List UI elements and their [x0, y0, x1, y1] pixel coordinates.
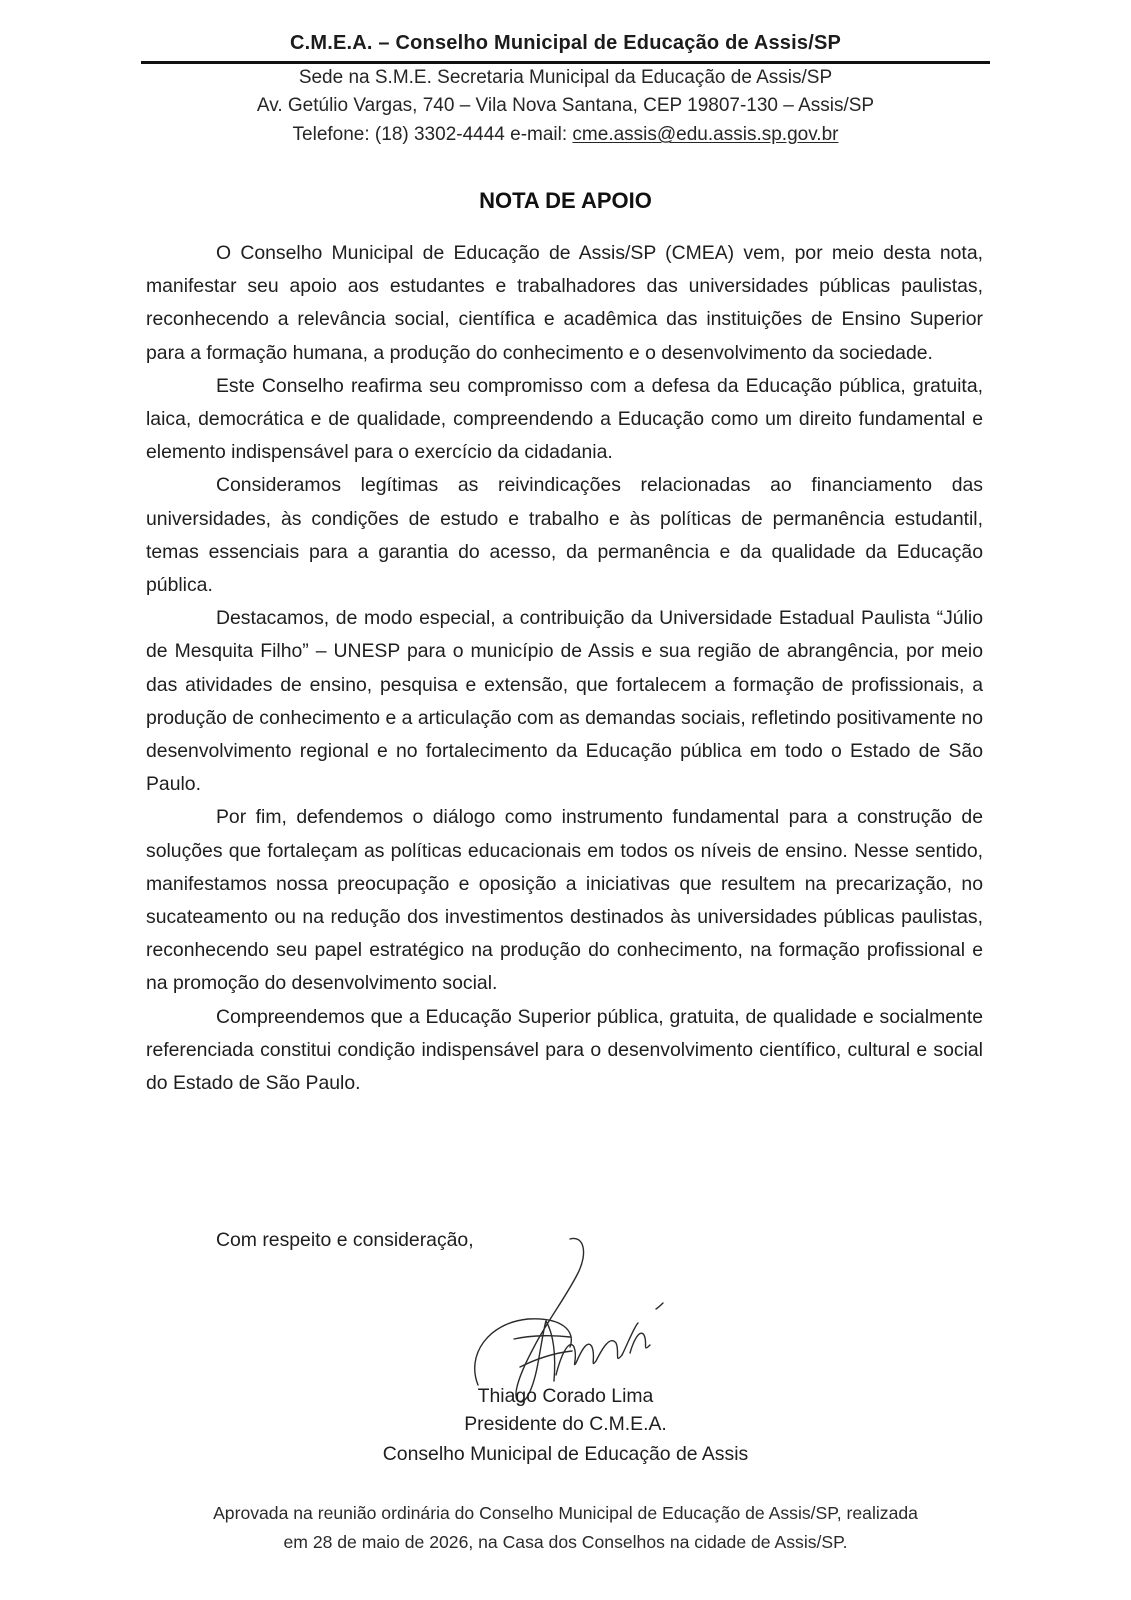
- document-body: [146, 237, 983, 1100]
- signatory-role: Presidente do C.M.E.A.: [464, 1413, 667, 1435]
- paragraph-6: Compreendemos que a Educação Superior pública, gratuita, de qualidade e socialmente referenciada constitui condição indispensável para o desenvolvimento científico, cultural e social do Estado de São Paulo.: [146, 1005, 983, 1095]
- organization-title: C.M.E.A. – Conselho Municipal de Educação de Assis/SP: [289, 32, 842, 54]
- closing-salutation: Com respeito e consideração,: [216, 1229, 474, 1251]
- approval-note-line-1: Aprovada na reunião ordinária do Conselho Municipal de Educação de Assis/SP, realizada: [213, 1503, 918, 1523]
- approval-note-line-2: em 28 de maio de 2026, na Casa dos Conselhos na cidade de Assis/SP.: [283, 1532, 848, 1552]
- document-title: NOTA DE APOIO: [479, 188, 652, 213]
- signatory-organization: Conselho Municipal de Educação de Assis: [382, 1443, 749, 1465]
- paragraph-5: Por fim, defendemos o diálogo como instrumento fundamental para a construção de soluções que fortaleçam as políticas educacionais em todos os níveis de ensino. Nesse sentido, manifestamos nossa preocupação e oposição a iniciativas que resultem na precarização, no sucateamento ou na redução dos investimentos destinados às universidades públicas paulistas, reconhecendo seu papel estratégico na produção do conhecimento, na formação profissional e na promoção do desenvolvimento social.: [146, 806, 983, 995]
- email-link[interactable]: cme.assis@edu.assis.sp.gov.br: [572, 124, 839, 145]
- paragraph-4: Destacamos, de modo especial, a contribuição da Universidade Estadual Paulista “Júlio de Mesquita Filho” – UNESP para o município de Assis e sua região de abrangência, por meio das atividades de ensino, pesquisa e extensão, que fortalecem a formação de profissionais, a produção de conhecimento e a articulação com as demandas sociais, refletindo positivamente no desenvolvimento regional e no fortalecimento da Educação pública em todo o Estado de São Paulo.: [146, 607, 983, 796]
- paragraph-1: O Conselho Municipal de Educação de Assis/SP (CMEA) vem, por meio desta nota, manifestar seu apoio aos estudantes e trabalhadores das universidades públicas paulistas, reconhecendo a relevância social, científica e acadêmica das instituições de Ensino Superior para a formação humana, a produção do conhecimento e o desenvolvimento da sociedade.: [146, 242, 983, 364]
- paragraph-2: Este Conselho reafirma seu compromisso com a defesa da Educação pública, gratuita, laica, democrática e de qualidade, compreendendo a Educação como um direito fundamental e elemento indispensável para o exercício da cidadania.: [146, 374, 983, 464]
- header-divider: [141, 61, 990, 64]
- phone-label: Telefone: (18) 3302-4444 e-mail:: [292, 124, 573, 145]
- address-line-1: Sede na S.M.E. Secretaria Municipal da Educação de Assis/SP: [298, 67, 833, 88]
- contact-line: [0, 124, 1131, 146]
- handwritten-signature: [458, 1235, 678, 1405]
- address-line-2: Av. Getúlio Vargas, 740 – Vila Nova Santana, CEP 19807-130 – Assis/SP: [256, 95, 875, 116]
- paragraph-3: Consideramos legítimas as reivindicações relacionadas ao financiamento das universidades, às condições de estudo e trabalho e às políticas de permanência estudantil, temas essenciais para a garantia do acesso, da permanência e da qualidade da Educação pública.: [146, 474, 983, 597]
- signatory-name: Thiago Corado Lima: [477, 1385, 654, 1407]
